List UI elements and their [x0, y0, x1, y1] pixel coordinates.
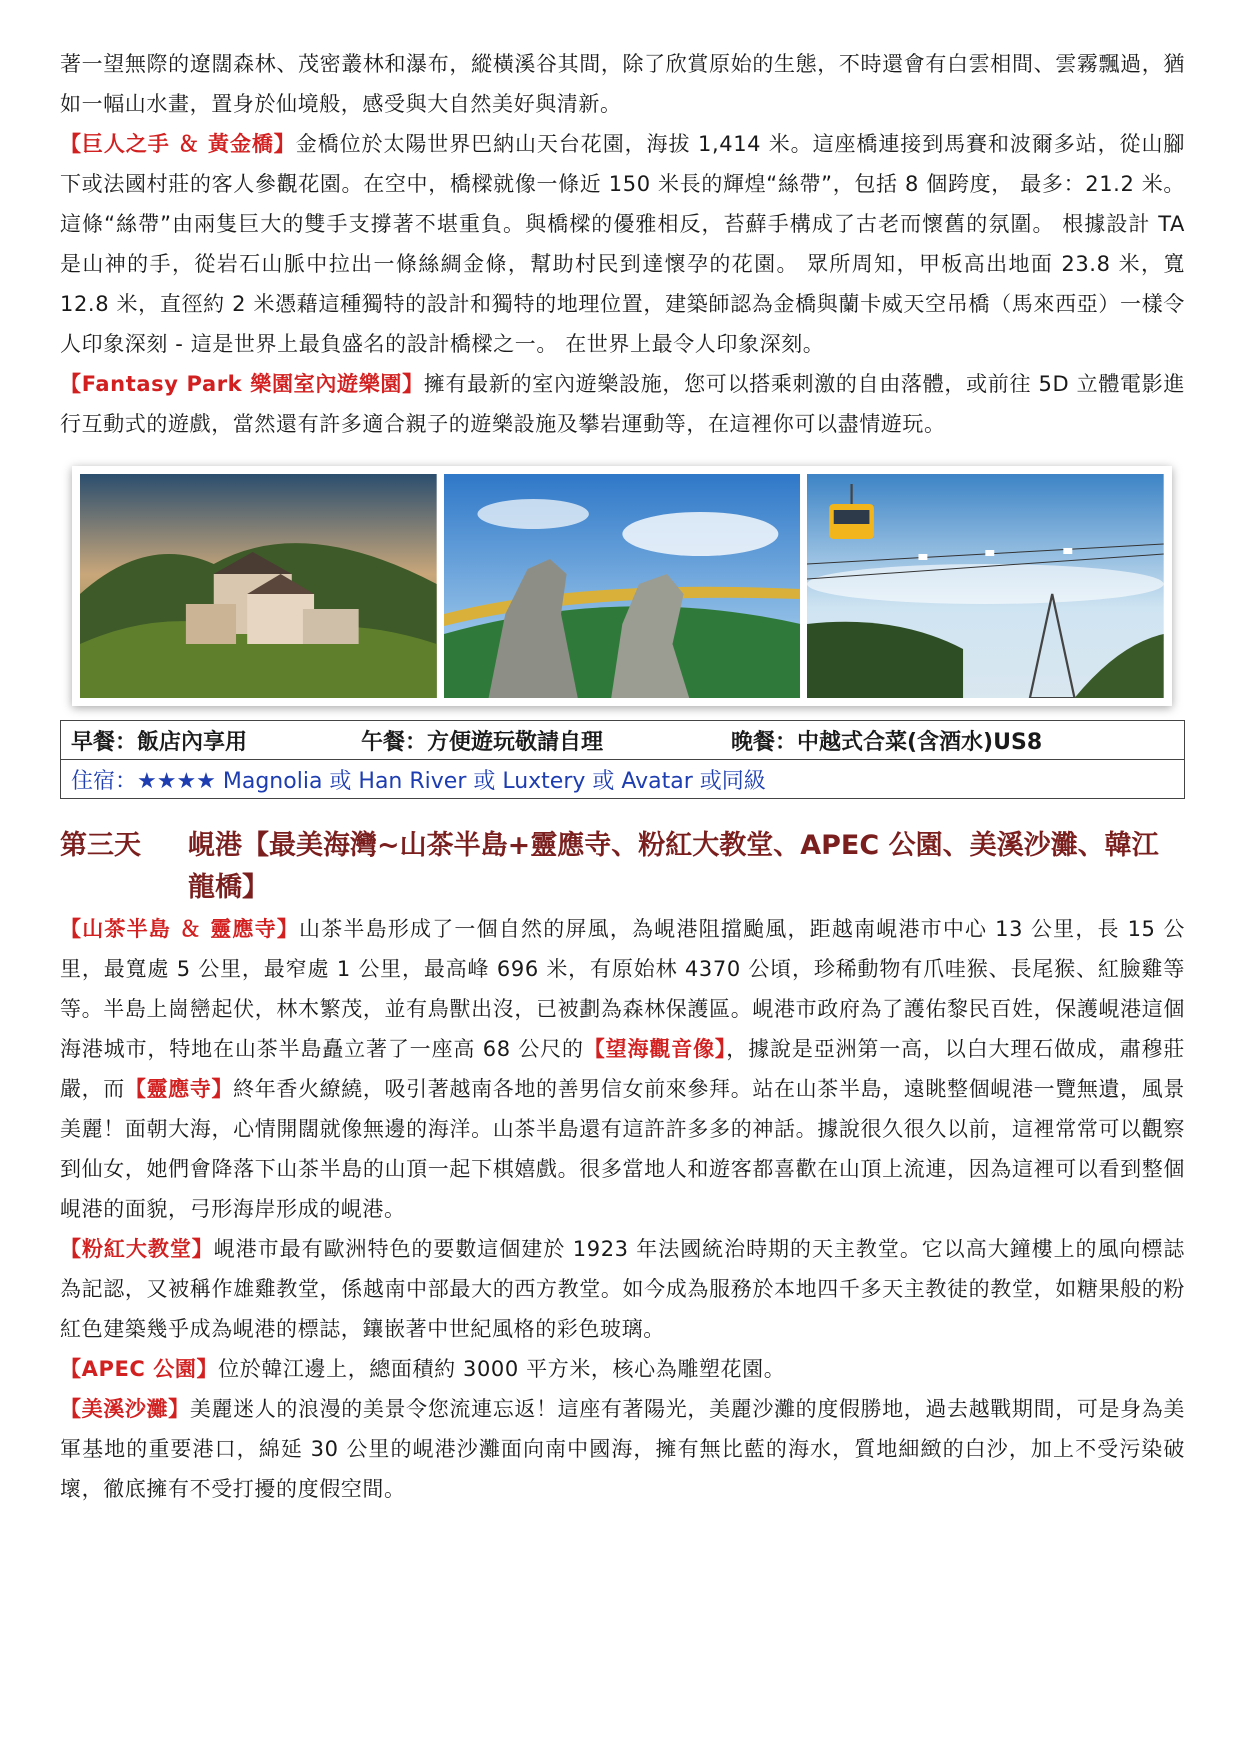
day3-label: 第三天	[60, 830, 141, 861]
hotel-text: 住宿：★★★★ Magnolia 或 Han River 或 Luxtery 或 Avatar 或同級	[71, 768, 766, 794]
guanyin-title: 【望海觀音像】	[583, 1037, 727, 1061]
fantasy-park-paragraph	[60, 364, 1185, 444]
french-village-photo	[80, 474, 437, 698]
meals-table	[60, 720, 1185, 799]
golden-bridge-photo	[444, 474, 801, 698]
hotel-row	[61, 759, 1184, 798]
dinner-cell: 晚餐：中越式合菜(含酒水)US8	[731, 729, 1043, 755]
pink-church-text: 峴港市最有歐洲特色的要數這個建於 1923 年法國統治時期的天主教堂。它以高大鐘樓上的風向標誌為記認，又被稱作雄雞教堂，係越南中部最大的西方教堂。如今成為服務於本地四千多天主教徒的教堂，如糖果般的粉紅色建築幾乎成為峴港的標誌，鑲嵌著中世紀風格的彩色玻璃。	[60, 1237, 1185, 1341]
son-tra-text1: 山茶半島形成了一個自然的屏風，為峴港阻擋颱風，距越南峴港市中心 13 公里，長 15 公里，最寬處 5 公里，最窄處 1 公里，最高峰 696 米，有原始林 4370 公頃，珍稀動物有爪哇猴、長尾猴、紅臉雞等等。半島上崗巒起伏，林木繁茂，並有鳥獸出沒，已被劃為森林保護區。峴港市政府為了護佑黎民百姓，保護峴港這個海港城市，特地在山茶半島矗立著了一座高 68 公尺的	[60, 917, 1185, 1061]
golden-bridge-paragraph	[60, 124, 1185, 364]
day3-title: 峴港【最美海灣~山茶半島+靈應寺、粉紅大教堂、APEC 公園、美溪沙灘、韓江龍橋】	[188, 830, 1159, 903]
fantasy-park-text: 擁有最新的室內遊樂設施，您可以搭乘刺激的自由落體，或前往 5D 立體電影進行互動式的遊戲，當然還有許多適合親子的遊樂設施及攀岩運動等，在這裡你可以盡情遊玩。	[60, 372, 1185, 436]
pink-church-title: 【粉紅大教堂】	[60, 1237, 214, 1261]
son-tra-title: 【山茶半島 ＆ 靈應寺】	[60, 917, 300, 941]
my-khe-title: 【美溪沙灘】	[60, 1397, 190, 1421]
itinerary-page	[60, 44, 1185, 1509]
apec-park-title: 【APEC 公園】	[60, 1357, 219, 1381]
photo-strip	[72, 466, 1172, 706]
son-tra-paragraph	[60, 909, 1185, 1229]
cable-car-photo	[807, 474, 1164, 698]
meals-row	[61, 721, 1184, 759]
pink-church-paragraph	[60, 1229, 1185, 1349]
intro-text: 著一望無際的遼闊森林、茂密叢林和瀑布，縱橫溪谷其間，除了欣賞原始的生態，不時還會有白雲相間、雲霧飄過，猶如一幅山水畫，置身於仙境般，感受與大自然美好與清新。	[60, 52, 1185, 116]
breakfast-cell: 早餐：飯店內享用	[71, 729, 248, 755]
son-tra-text3: 終年香火繚繞，吸引著越南各地的善男信女前來參拜。站在山茶半島，遠眺整個峴港一覽無遺，風景美麗！面朝大海，心情開闊就像無邊的海洋。山茶半島還有這許許多多的神話。據說很久很久以前，這裡常常可以觀察到仙女，她們會降落下山茶半島的山頂一起下棋嬉戲。很多當地人和遊客都喜歡在山頂上流連，因為這裡可以看到整個峴港的面貌，弓形海岸形成的峴港。	[60, 1077, 1185, 1221]
intro-paragraph	[60, 44, 1185, 124]
linh-ung-title: 【靈應寺】	[124, 1077, 234, 1101]
apec-park-paragraph	[60, 1349, 1185, 1389]
son-tra-text2: ，據說是亞洲第一高，以白大理石做成，肅穆莊嚴，而	[60, 1037, 1185, 1101]
day3-heading	[60, 825, 1185, 909]
my-khe-text: 美麗迷人的浪漫的美景令您流連忘返！這座有著陽光，美麗沙灘的度假勝地，過去越戰期間，可是身為美軍基地的重要港口，綿延 30 公里的峴港沙灘面向南中國海，擁有無比藍的海水，質地細緻的白沙，加上不受污染破壞，徹底擁有不受打擾的度假空間。	[60, 1397, 1185, 1501]
fantasy-park-title: 【Fantasy Park 樂園室內遊樂園】	[60, 372, 424, 396]
apec-park-text: 位於韓江邊上，總面積約 3000 平方米，核心為雕塑花園。	[218, 1357, 786, 1381]
lunch-cell: 午餐：方便遊玩敬請自理	[361, 729, 604, 755]
golden-bridge-title: 【巨人之手 ＆ 黃金橋】	[60, 132, 296, 156]
my-khe-paragraph	[60, 1389, 1185, 1509]
golden-bridge-text: 金橋位於太陽世界巴納山天台花園，海拔 1,414 米。這座橋連接到馬賽和波爾多站，從山腳下或法國村莊的客人參觀花園。在空中，橋樑就像一條近 150 米長的輝煌“絲帶”，包括 8 個跨度， 最多：21.2 米。這條“絲帶”由兩隻巨大的雙手支撐著不堪重負。與橋樑的優雅相反，苔蘚手構成了古老而懷舊的氛圍。 根據設計 TA 是山神的手，從岩石山脈中拉出一條絲綢金條，幫助村民到達懷孕的花園。 眾所周知，甲板高出地面 23.8 米，寬 12.8 米，直徑約 2 米憑藉這種獨特的設計和獨特的地理位置，建築師認為金橋與蘭卡威天空吊橋（馬來西亞）一樣令人印象深刻 - 這是世界上最負盛名的設計橋樑之一。 在世界上最令人印象深刻。	[60, 132, 1185, 356]
